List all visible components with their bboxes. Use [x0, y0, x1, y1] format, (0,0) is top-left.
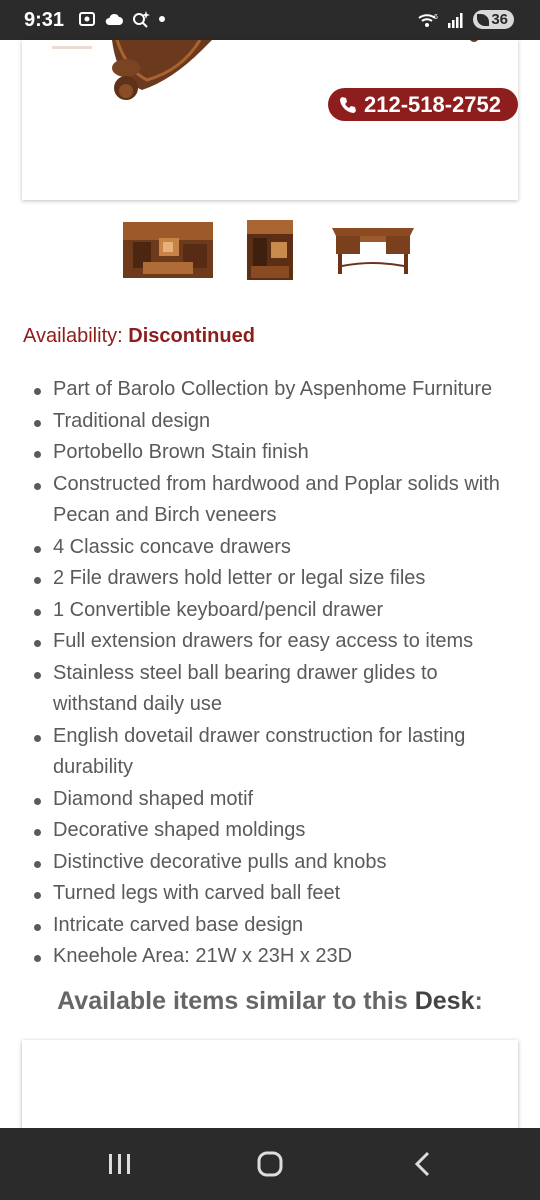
list-item: Constructed from hardwood and Poplar solids with Pecan and Birch veneers [24, 469, 524, 532]
recents-icon [107, 1152, 133, 1176]
similar-heading-item: Desk [414, 987, 475, 1015]
svg-text:6: 6 [434, 13, 439, 21]
similar-items-heading [0, 987, 540, 1016]
status-time: 9:31 [24, 9, 65, 31]
battery-level: 36 [491, 11, 508, 28]
list-item: Part of Barolo Collection by Aspenhome Furniture [24, 374, 524, 406]
list-item: 1 Convertible keyboard/pencil drawer [24, 595, 524, 627]
list-item: English dovetail drawer construction for lasting durability [24, 721, 524, 784]
list-item: Stainless steel ball bearing drawer glides to withstand daily use [24, 658, 524, 721]
list-item: Distinctive decorative pulls and knobs [24, 847, 524, 879]
similar-item-card[interactable] [22, 1040, 518, 1140]
navigation-bar [0, 1128, 540, 1200]
back-icon [412, 1150, 432, 1178]
list-item: Decorative shaped moldings [24, 815, 524, 847]
similar-heading-prefix: Available items similar to this [57, 987, 408, 1015]
list-item: Diamond shaped motif [24, 784, 524, 816]
phone-icon [338, 95, 358, 115]
status-left-icons [78, 10, 166, 28]
list-item: 4 Classic concave drawers [24, 532, 524, 564]
sparkle-search-icon [132, 10, 150, 28]
call-phone-button[interactable] [328, 88, 518, 121]
list-item: Traditional design [24, 406, 524, 438]
phone-number: 212-518-2752 [364, 91, 502, 117]
room-scene-thumbnail[interactable] [247, 220, 293, 280]
recents-button[interactable] [100, 1148, 140, 1180]
dot-icon [158, 15, 166, 23]
status-right-icons [417, 10, 514, 29]
availability-line [23, 325, 255, 348]
list-item: Kneehole Area: 21W x 23H x 23D [24, 941, 524, 973]
availability-status: Discontinued [128, 325, 255, 347]
desk-thumbnail[interactable] [330, 220, 416, 280]
cloud-icon [104, 11, 124, 27]
back-button[interactable] [402, 1148, 442, 1180]
home-icon [256, 1150, 284, 1178]
list-item: Turned legs with carved ball feet [24, 878, 524, 910]
home-button[interactable] [250, 1148, 290, 1180]
bedroom-scene-thumbnail[interactable] [123, 220, 213, 280]
list-item: Full extension drawers for easy access to items [24, 626, 524, 658]
feature-list [24, 374, 524, 973]
list-item: 2 File drawers hold letter or legal size files [24, 563, 524, 595]
status-bar [0, 0, 540, 40]
battery-saver-icon [477, 14, 489, 26]
availability-label: Availability: [23, 325, 123, 347]
similar-heading-suffix: : [474, 987, 483, 1015]
battery-icon [473, 10, 514, 29]
signal-icon [447, 11, 465, 29]
image-thumbnails [0, 220, 540, 280]
wifi-icon [417, 11, 439, 29]
list-item: Portobello Brown Stain finish [24, 437, 524, 469]
screenshot-icon [78, 10, 96, 28]
list-item: Intricate carved base design [24, 910, 524, 942]
